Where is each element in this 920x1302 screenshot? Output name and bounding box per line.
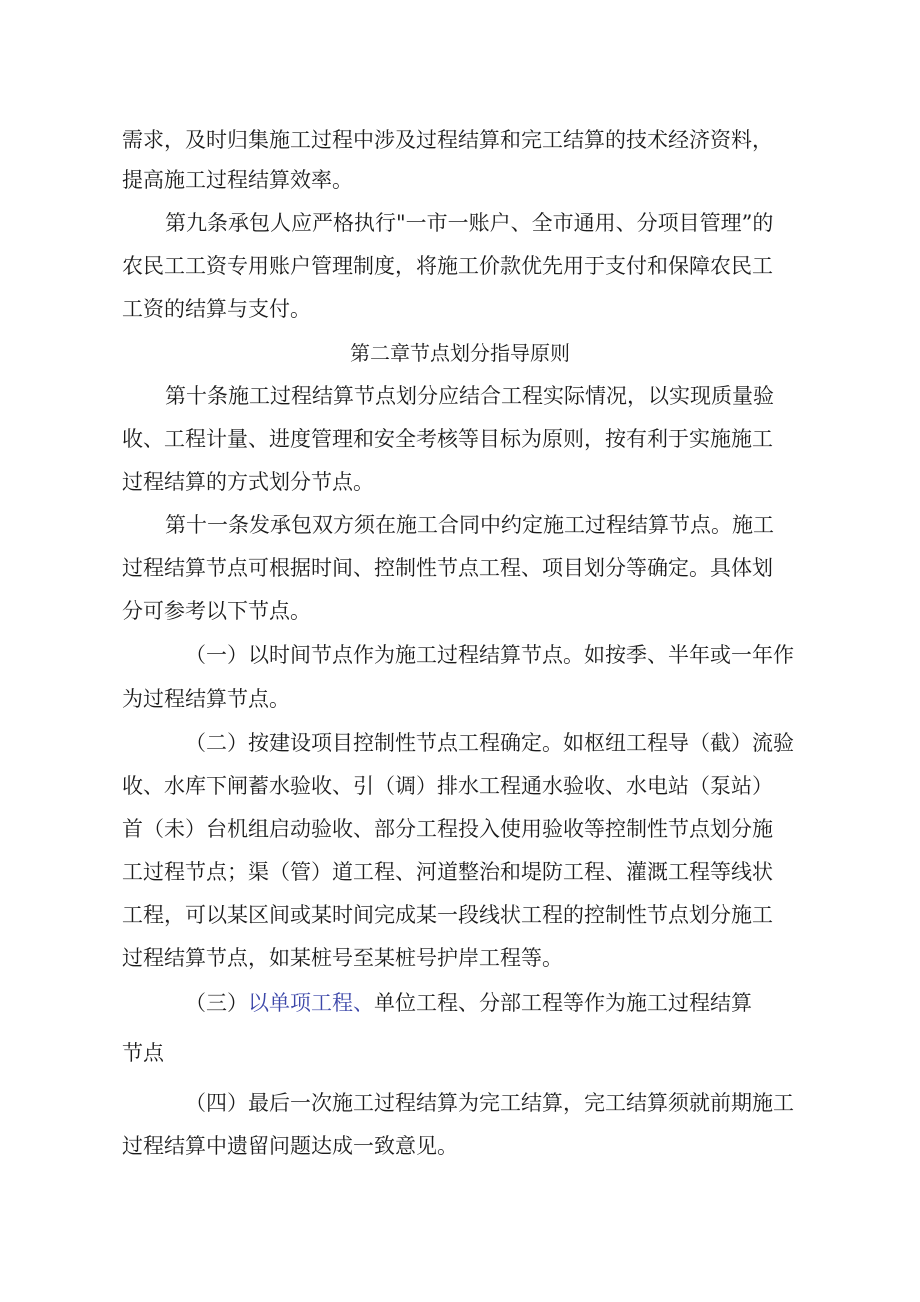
item-4-line: 过程结算中遗留问题达成一致意见。 bbox=[122, 1134, 458, 1158]
item-1-line: 为过程结算节点。 bbox=[122, 687, 290, 711]
article-11-line: 第十一条发承包双方须在施工合同中约定施工过程结算节点。施工 bbox=[165, 513, 774, 537]
item-2-line: 收、水库下闸蓄水验收、引（调）排水工程通水验收、水电站（泵站） bbox=[122, 774, 773, 798]
item-2-line: 工过程节点；渠（管）道工程、河道整治和堤防工程、灌溉工程等线状 bbox=[122, 860, 773, 884]
item-3-line: 节点 bbox=[122, 1041, 164, 1065]
article-10-line: 过程结算的方式划分节点。 bbox=[122, 470, 374, 494]
item-3-prefix: （三） bbox=[185, 991, 248, 1015]
highlighted-text: 以单项工程、 bbox=[248, 991, 374, 1015]
article-9-line: 农民工工资专用账户管理制度，将施工价款优先用于支付和保障农民工 bbox=[122, 254, 773, 278]
paragraph-line: 需求，及时归集施工过程中涉及过程结算和完工结算的技术经济资料， bbox=[122, 128, 773, 152]
item-2-line: 首（未）台机组启动验收、部分工程投入使用验收等控制性节点划分施 bbox=[122, 817, 773, 841]
article-10-line: 收、工程计量、进度管理和安全考核等目标为原则，按有利于实施施工 bbox=[122, 427, 773, 451]
article-11-line: 分可参考以下节点。 bbox=[122, 599, 311, 623]
item-3-line bbox=[185, 990, 752, 1016]
item-2-line: （二）按建设项目控制性节点工程确定。如枢纽工程导（截）流验 bbox=[185, 731, 794, 755]
article-10-line: 第十条施工过程结算节点划分应结合工程实际情况，以实现质量验 bbox=[165, 384, 774, 408]
article-9-line: 工资的结算与支付。 bbox=[122, 297, 311, 321]
item-2-line: 工程，可以某区间或某时间完成某一段线状工程的控制性节点划分施工 bbox=[122, 903, 773, 927]
chapter-heading: 第二章节点划分指导原则 bbox=[350, 341, 570, 365]
item-2-line: 过程结算节点，如某桩号至某桩号护岸工程等。 bbox=[122, 946, 563, 970]
article-9-line: 第九条承包人应严格执行"一市一账户、全市通用、分项目管理”的 bbox=[165, 211, 774, 235]
item-3-rest: 单位工程、分部工程等作为施工过程结算 bbox=[374, 991, 752, 1015]
article-11-line: 过程结算节点可根据时间、控制性节点工程、项目划分等确定。具体划 bbox=[122, 556, 773, 580]
item-1-line: （一）以时间节点作为施工过程结算节点。如按季、半年或一年作 bbox=[185, 643, 794, 667]
paragraph-line: 提高施工过程结算效率。 bbox=[122, 168, 353, 192]
item-4-line: （四）最后一次施工过程结算为完工结算，完工结算须就前期施工 bbox=[185, 1091, 794, 1115]
